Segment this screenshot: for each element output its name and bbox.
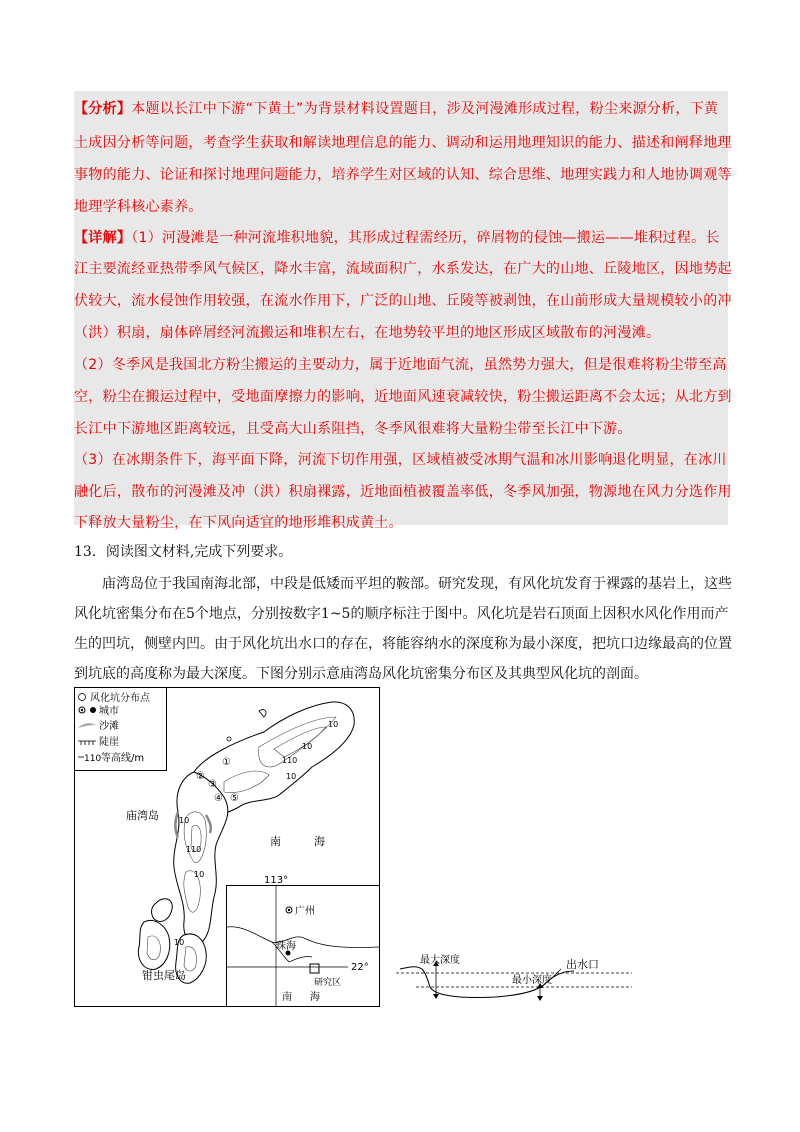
detail-line-6: 空，粉尘在搬运过程中，受地面摩擦力的影响，近地面风速衰减较快，粉尘搬运距离不会太远；从北方到 xyxy=(74,389,732,405)
detail-line-3: 伏较大，流水侵蚀作用较强，在流水作用下，广泛的山地、丘陵等被剥蚀，在山前形成大量规模较小的冲 xyxy=(74,293,732,309)
contour-label: 10 xyxy=(179,816,190,825)
detail-line-5: （2）冬季风是我国北方粉尘搬运的主要动力，属于近地面气流，虽然势力强大，但是很难将粉尘带至高 xyxy=(74,357,727,373)
detail-line-4: （洪）积扇，扇体碎屑经河流搬运和堆积左右，在地势较平坦的地区形成区域散布的河漫滩。 xyxy=(74,325,661,341)
inset-sea-hai: 海 xyxy=(310,992,320,1003)
contour-label: 10 xyxy=(302,742,313,751)
detail-line-9: 融化后，散布的河漫滩及冲（洪）积扇裸露，近地面植被覆盖率低，冬季风加强，物源地在风力分选作用 xyxy=(74,484,732,500)
min-depth-label: 最小深度 xyxy=(512,975,552,986)
map-legend xyxy=(75,688,167,771)
question-line-3: 生的凹坑，侧壁内凹。由于风化坑出水口的存在，将能容纳水的深度称为最小深度，把坑口边缘最高的位置 xyxy=(74,636,732,652)
point-2: ② xyxy=(196,771,205,782)
legend-city: 城市 xyxy=(99,706,119,717)
inset-zhuhai: 珠海 xyxy=(276,941,296,952)
question-line-4: 到坑底的高度称为最大深度。下图分别示意庙湾岛风化坑密集分布区及其典型风化坑的剖面。 xyxy=(74,666,648,682)
analysis-line-4: 地理学科核心素养。 xyxy=(74,199,203,215)
contour-label: 10 xyxy=(328,720,339,729)
contour-label: 110 xyxy=(282,756,298,765)
detail-line-8: （3）在冰期条件下，海平面下降，河流下切作用强，区域植被受冰期气温和冰川影响退化明显，在冰川 xyxy=(74,452,727,468)
detail-line-7: 长江中下游地区距离较远，且受高大山系阻挡，冬季风很难将大量粉尘带至长江中下游。 xyxy=(74,421,632,437)
inset-map xyxy=(227,875,380,1007)
detail-line-2: 江主要流经亚热带季风气候区，降水丰富，流域面积广，水系发达，在广大的山地、丘陵地区，因地势起 xyxy=(74,261,732,277)
island-main-label: 庙湾岛 xyxy=(126,809,159,822)
detail-label: 【详解】 xyxy=(74,230,132,246)
detail-line-1: 【详解】（1）河漫滩是一种河流堆积地貌，其形成过程需经历，碎屑物的侵蚀—搬运——堆积过程。长 xyxy=(74,230,720,246)
legend-cliff: 陡崖 xyxy=(99,737,119,748)
island-south-label: 钳虫尾岛 xyxy=(142,969,186,982)
contour-label: 10 xyxy=(174,938,185,947)
question-line-2: 风化坑密集分布在5个地点，分别按数字1~5的顺序标注于图中。风化坑是岩石顶面上因积水风化作用而产 xyxy=(74,606,729,622)
contour-label: 110 xyxy=(186,845,202,854)
legend-contour-value: 110 xyxy=(84,754,102,764)
island-map xyxy=(74,687,380,1007)
max-depth-label: 最大深度 xyxy=(420,955,460,966)
point-3: ③ xyxy=(208,779,217,790)
inset-study-area: 研究区 xyxy=(314,978,342,988)
point-1: ① xyxy=(222,757,231,768)
inset-latitude: 22° xyxy=(351,962,369,973)
pit-section xyxy=(396,947,632,1007)
question-title: 13．阅读图文材料,完成下列要求。 xyxy=(74,544,293,560)
inset-longitude: 113° xyxy=(264,875,289,886)
analysis-line-1: 【分析】本题以长江中下游“下黄土”为背景材料设置题目，涉及河漫滩形成过程，粉尘来源分析，下黄 xyxy=(74,101,719,117)
inset-sea-south: 南 xyxy=(282,992,292,1003)
point-4: ④ xyxy=(214,793,223,804)
outlet-label: 出水口 xyxy=(566,958,599,971)
question-line-1: 庙湾岛位于我国南海北部，中段是低矮而平坦的鞍部。研究发现，有风化坑发育于裸露的基岩上，这些 xyxy=(102,576,732,592)
legend-contour: 等高线/m xyxy=(101,753,145,764)
sea-label-south: 南 xyxy=(270,835,281,848)
detail-line-10: 下释放大量粉尘，在下风向适宜的地形堆积成黄土。 xyxy=(74,515,403,531)
analysis-line-3: 事物的能力、论证和探讨地理问题能力，培养学生对区域的认知、综合思维、地理实践力和人地协调观等 xyxy=(74,167,732,183)
point-5: ⑤ xyxy=(230,793,239,804)
analysis-line-2: 土成因分析等问题，考查学生获取和解读地理信息的能力、调动和运用地理知识的能力、描述和阐释地理 xyxy=(74,135,732,151)
inset-guangzhou: 广州 xyxy=(295,906,315,917)
legend-beach: 沙滩 xyxy=(99,721,119,732)
sea-label-hai: 海 xyxy=(314,835,325,848)
contour-label: 10 xyxy=(194,870,205,879)
legend-points: 风化坑分布点 xyxy=(90,693,150,704)
contour-label: 10 xyxy=(286,772,297,781)
analysis-label: 【分析】 xyxy=(74,101,132,117)
